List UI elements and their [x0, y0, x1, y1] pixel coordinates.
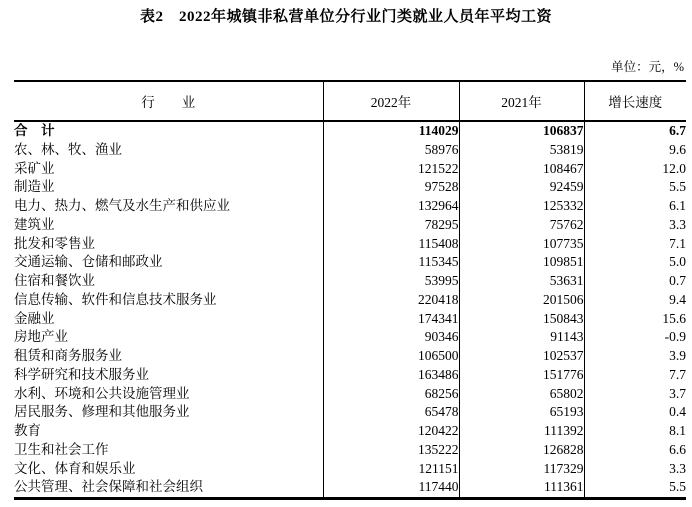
table-row [14, 441, 686, 460]
growth-cell: 6.1 [669, 198, 686, 213]
value-2021-cell: 53631 [459, 272, 584, 291]
table-row [14, 385, 686, 404]
table-row [14, 178, 686, 197]
growth-cell: 3.3 [669, 216, 686, 232]
unit-note: 单位：元，% [611, 60, 684, 74]
value-2021-cell: 92459 [459, 178, 584, 197]
value-2022-cell: 117440 [323, 478, 459, 498]
value-2022-cell: 65478 [323, 403, 459, 422]
value-2021-cell: 53819 [459, 141, 584, 160]
growth-cell: 9.4 [669, 291, 686, 307]
growth-cell: 5.5 [669, 179, 686, 195]
industry-cell: 采矿业 [14, 160, 323, 179]
growth-cell: 6.7 [669, 123, 686, 138]
table-row [14, 141, 686, 160]
value-2021-cell: 65802 [459, 385, 584, 404]
value-2021-cell: 91143 [459, 328, 584, 347]
value-2021-cell: 150843 [459, 310, 584, 329]
table-row [14, 422, 686, 441]
value-2021-cell: 117329 [459, 460, 584, 479]
header-industry: 行 业 [14, 81, 323, 121]
industry-cell: 科学研究和技术服务业 [14, 366, 323, 385]
table-body [14, 121, 686, 499]
table-row [14, 235, 686, 254]
industry-cell: 信息传输、软件和信息技术服务业 [14, 291, 323, 310]
growth-cell: 3.7 [669, 385, 686, 401]
value-2021-cell: 102537 [459, 347, 584, 366]
industry-cell: 批发和零售业 [14, 235, 323, 254]
value-2022-cell: 163486 [323, 366, 459, 385]
value-2022-cell: 53995 [323, 272, 459, 291]
table-row [14, 253, 686, 272]
value-2021-cell: 107735 [459, 235, 584, 254]
value-2022-cell: 121522 [323, 160, 459, 179]
industry-cell: 制造业 [14, 178, 323, 197]
growth-cell: 7.1 [669, 235, 686, 251]
table-row [14, 403, 686, 422]
growth-cell: 5.0 [669, 254, 686, 270]
table-row [14, 121, 686, 141]
table-row [14, 310, 686, 329]
value-2022-cell: 121151 [323, 460, 459, 479]
table-row [14, 460, 686, 479]
value-2021-cell: 106837 [459, 121, 584, 141]
growth-cell: 15.6 [662, 310, 686, 326]
value-2022-cell: 220418 [323, 291, 459, 310]
growth-cell: 12.0 [662, 160, 686, 176]
table-row [14, 291, 686, 310]
value-2021-cell: 109851 [459, 253, 584, 272]
table-title: 表2 2022年城镇非私营单位分行业门类就业人员年平均工资 [139, 9, 552, 25]
value-2021-cell: 108467 [459, 160, 584, 179]
value-2022-cell: 78295 [323, 216, 459, 235]
industry-cell: 水利、环境和公共设施管理业 [14, 385, 323, 404]
industry-cell: 电力、热力、燃气及水生产和供应业 [14, 197, 323, 216]
growth-cell: 0.7 [669, 273, 686, 288]
industry-cell: 房地产业 [14, 328, 323, 347]
industry-cell: 居民服务、修理和其他服务业 [14, 403, 323, 422]
growth-cell: 8.1 [669, 423, 686, 438]
value-2022-cell: 58976 [323, 141, 459, 160]
industry-cell: 教育 [14, 422, 323, 441]
table-row [14, 216, 686, 235]
value-2022-cell: 115345 [323, 253, 459, 272]
growth-cell: 3.9 [669, 348, 686, 363]
value-2021-cell: 125332 [459, 197, 584, 216]
value-2022-cell: 97528 [323, 178, 459, 197]
industry-cell: 农、林、牧、渔业 [14, 141, 323, 160]
table-row [14, 160, 686, 179]
value-2022-cell: 68256 [323, 385, 459, 404]
value-2022-cell: 114029 [323, 121, 459, 141]
value-2022-cell: 174341 [323, 310, 459, 329]
value-2022-cell: 115408 [323, 235, 459, 254]
table-row [14, 347, 686, 366]
value-2022-cell: 106500 [323, 347, 459, 366]
header-row [14, 81, 686, 121]
table-row [14, 328, 686, 347]
table-row [14, 272, 686, 291]
industry-cell: 文化、体育和娱乐业 [14, 460, 323, 479]
industry-cell: 交通运输、仓储和邮政业 [14, 253, 323, 272]
header-2021: 2021年 [459, 81, 584, 121]
table-header [14, 81, 686, 121]
table-row [14, 366, 686, 385]
industry-cell: 卫生和社会工作 [14, 441, 323, 460]
growth-cell: -0.9 [664, 329, 686, 345]
header-2022: 2022年 [323, 81, 459, 121]
value-2021-cell: 201506 [459, 291, 584, 310]
growth-cell: 6.6 [669, 441, 686, 457]
wage-table [14, 80, 686, 500]
value-2022-cell: 132964 [323, 197, 459, 216]
industry-cell: 租赁和商务服务业 [14, 347, 323, 366]
industry-cell: 金融业 [14, 310, 323, 329]
table-row [14, 478, 686, 498]
growth-cell: 0.4 [669, 404, 686, 420]
header-growth: 增长速度 [584, 81, 686, 121]
value-2022-cell: 135222 [323, 441, 459, 460]
industry-cell: 建筑业 [14, 216, 323, 235]
industry-cell: 住宿和餐饮业 [14, 272, 323, 291]
value-2022-cell: 90346 [323, 328, 459, 347]
value-2021-cell: 111392 [459, 422, 584, 441]
industry-cell: 公共管理、社会保障和社会组织 [14, 478, 323, 498]
growth-cell: 3.3 [669, 460, 686, 476]
table-row [14, 197, 686, 216]
value-2021-cell: 151776 [459, 366, 584, 385]
industry-cell: 合 计 [14, 121, 323, 141]
value-2021-cell: 111361 [459, 478, 584, 498]
growth-cell: 7.7 [669, 366, 686, 382]
value-2022-cell: 120422 [323, 422, 459, 441]
value-2021-cell: 126828 [459, 441, 584, 460]
value-2021-cell: 65193 [459, 403, 584, 422]
value-2021-cell: 75762 [459, 216, 584, 235]
growth-cell: 9.6 [669, 141, 686, 157]
growth-cell: 5.5 [669, 479, 686, 495]
